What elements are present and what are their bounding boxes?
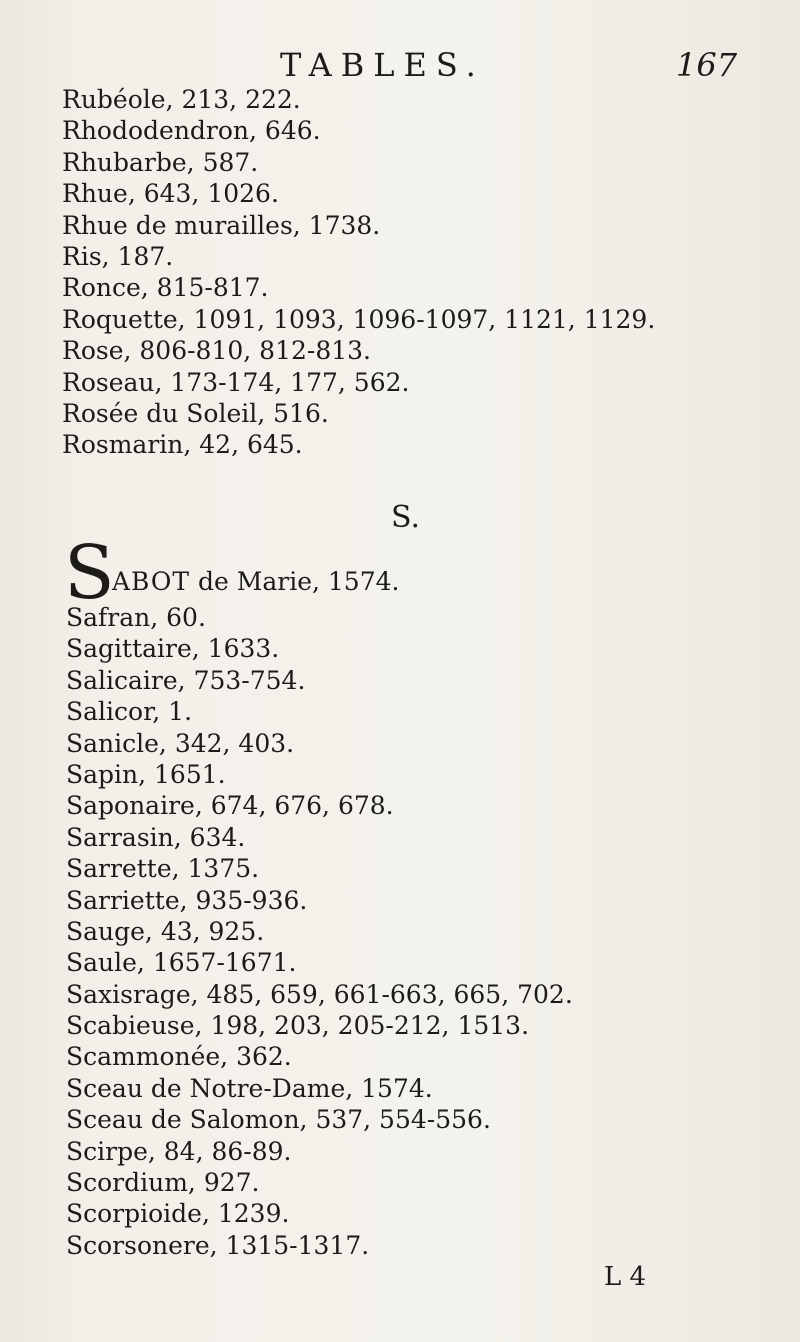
index-entry: Ronce, 815-817. — [62, 273, 269, 303]
index-entry: Scorsonere, 1315-1317. — [66, 1230, 370, 1260]
running-title: TABLES. — [280, 46, 485, 84]
index-entry: Sarrette, 1375. — [66, 854, 260, 884]
index-entry: Sagittaire, 1633. — [66, 634, 280, 664]
index-entry: Rhue de murailles, 1738. — [62, 210, 381, 240]
page-number: 167 — [676, 46, 738, 84]
index-entry: Scabieuse, 198, 203, 205-212, 1513. — [66, 1011, 530, 1041]
index-entry: Saule, 1657-1671. — [66, 948, 297, 978]
index-entry: Sapin, 1651. — [66, 759, 226, 789]
index-entry: Sarrasin, 634. — [66, 822, 246, 852]
index-entry: Roquette, 1091, 1093, 1096-1097, 1121, 1129. — [62, 304, 656, 334]
index-entry: Rosmarin, 42, 645. — [62, 430, 303, 460]
section-heading: S. — [391, 500, 421, 535]
index-entry: Salicor, 1. — [66, 697, 193, 727]
index-entry: Rhubarbe, 587. — [62, 147, 259, 177]
index-entry: Scorpioide, 1239. — [66, 1199, 290, 1229]
index-entry: Scordium, 927. — [66, 1168, 260, 1198]
index-entries-r — [62, 84, 762, 461]
index-entry: Sarriette, 935-936. — [66, 885, 308, 915]
index-entry: Roseau, 173-174, 177, 562. — [62, 367, 410, 397]
index-entry: Saxisrage, 485, 659, 661-663, 665, 702. — [66, 979, 573, 1009]
index-entry: Salicaire, 753-754. — [66, 665, 306, 695]
index-entry: Rubéole, 213, 222. — [62, 85, 301, 114]
dropcap-entry-text — [112, 566, 399, 597]
index-entry: Sceau de Salomon, 537, 554-556. — [66, 1105, 491, 1135]
index-entry: Safran, 60. — [66, 603, 206, 632]
index-entry: Scammonée, 362. — [66, 1042, 292, 1072]
drop-cap-letter: S — [64, 530, 115, 616]
index-entry: Scirpe, 84, 86-89. — [66, 1136, 292, 1166]
page-header — [0, 42, 800, 86]
index-entry: Sauge, 43, 925. — [66, 916, 265, 946]
dropcap-smallcaps: ABOT — [112, 567, 191, 596]
index-entries-s — [64, 530, 786, 1261]
index-entry: Sceau de Notre-Dame, 1574. — [66, 1073, 433, 1103]
index-entry: Sanicle, 342, 403. — [66, 728, 295, 758]
dropcap-entry-rest: de Marie, 1574. — [190, 567, 400, 596]
index-entry: Rhue, 643, 1026. — [62, 179, 279, 209]
index-entry: Saponaire, 674, 676, 678. — [66, 791, 394, 821]
index-entry: Rose, 806-810, 812-813. — [62, 336, 371, 366]
index-entry: Rhododendron, 646. — [62, 116, 321, 146]
signature-mark: L 4 — [604, 1262, 647, 1292]
dropcap-entry — [64, 530, 786, 616]
index-entry: Rosée du Soleil, 516. — [62, 398, 329, 428]
index-entry: Ris, 187. — [62, 241, 174, 271]
